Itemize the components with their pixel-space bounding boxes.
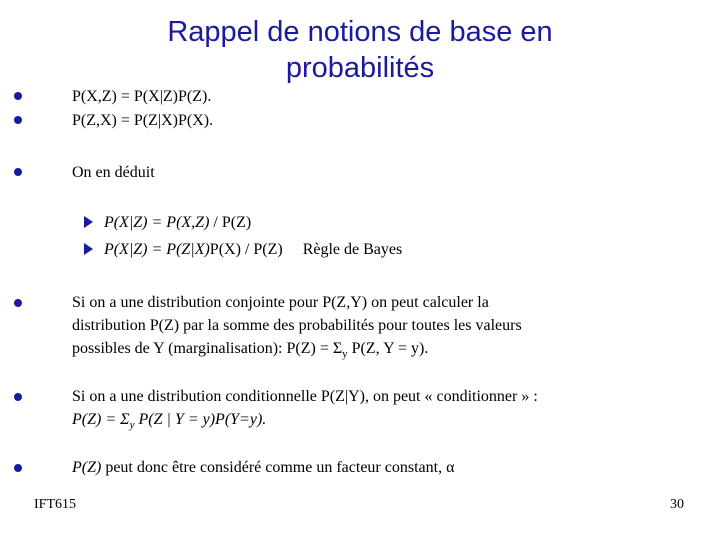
bayes-rule-label: Règle de Bayes — [302, 241, 403, 258]
bullet-dot-3 — [14, 168, 22, 176]
conditional-line-2-a: P(Z) = Σ — [72, 411, 130, 428]
footer-course-code: IFT615 — [34, 497, 76, 512]
sub-item-1-formula: P(X|Z) = P(X,Z) — [104, 214, 210, 231]
conditional-line-2 — [72, 408, 266, 437]
title-line-2: probabilités — [285, 52, 435, 84]
marginal-line-3-sub: y — [342, 348, 348, 361]
sub-item-2-formula: P(X|Z) = P(Z|X) — [104, 241, 210, 258]
constant-line-rest: peut donc être considéré comme un facteur constant, α — [101, 459, 455, 476]
slide-title — [100, 14, 620, 86]
sub-item-2 — [104, 238, 402, 261]
bullet-text-1: P(X,Z) = P(X|Z)P(Z). — [72, 88, 212, 105]
conditional-line-1: Si on a une distribution conditionnelle P(Z|Y), on peut « conditionner » : — [72, 388, 538, 405]
sub-item-1-formula-rest: / P(Z) — [209, 214, 252, 231]
conditional-line-2-b: P(Z | Y = y)P(Y=y). — [134, 411, 267, 428]
conditional-line-2-sub: y — [129, 419, 135, 432]
bullet-text-3: On en déduit — [72, 164, 155, 181]
marginal-line-3-a: possibles de Y (marginalisation): P(Z) = Σ — [72, 340, 343, 357]
bullet-text-2: P(Z,X) = P(Z|X)P(X). — [72, 112, 214, 129]
sub-item-2-formula-rest: P(X) / P(Z) — [209, 241, 283, 258]
marginal-line-1: Si on a une distribution conjointe pour P(Z,Y) on peut calculer la — [72, 294, 489, 311]
bullet-dot-2 — [14, 116, 22, 124]
bullet-dot-1 — [14, 92, 22, 100]
sub-bullet-arrow-2 — [84, 243, 93, 255]
sub-bullet-arrow-1 — [84, 216, 93, 228]
page-number: 30 — [670, 497, 684, 512]
bullet-dot-5 — [14, 393, 22, 401]
title-line-1: Rappel de notions de base en — [167, 16, 553, 48]
marginal-line-2: distribution P(Z) par la somme des probabilités pour toutes les valeurs — [72, 317, 522, 334]
constant-line-italic: P(Z) — [72, 459, 102, 476]
bullet-dot-6 — [14, 464, 22, 472]
constant-line — [72, 456, 454, 479]
marginal-line-3-b: P(Z, Y = y). — [347, 340, 429, 357]
sub-item-1 — [104, 211, 251, 234]
bullet-dot-4 — [14, 299, 22, 307]
marginal-line-3 — [72, 337, 428, 366]
